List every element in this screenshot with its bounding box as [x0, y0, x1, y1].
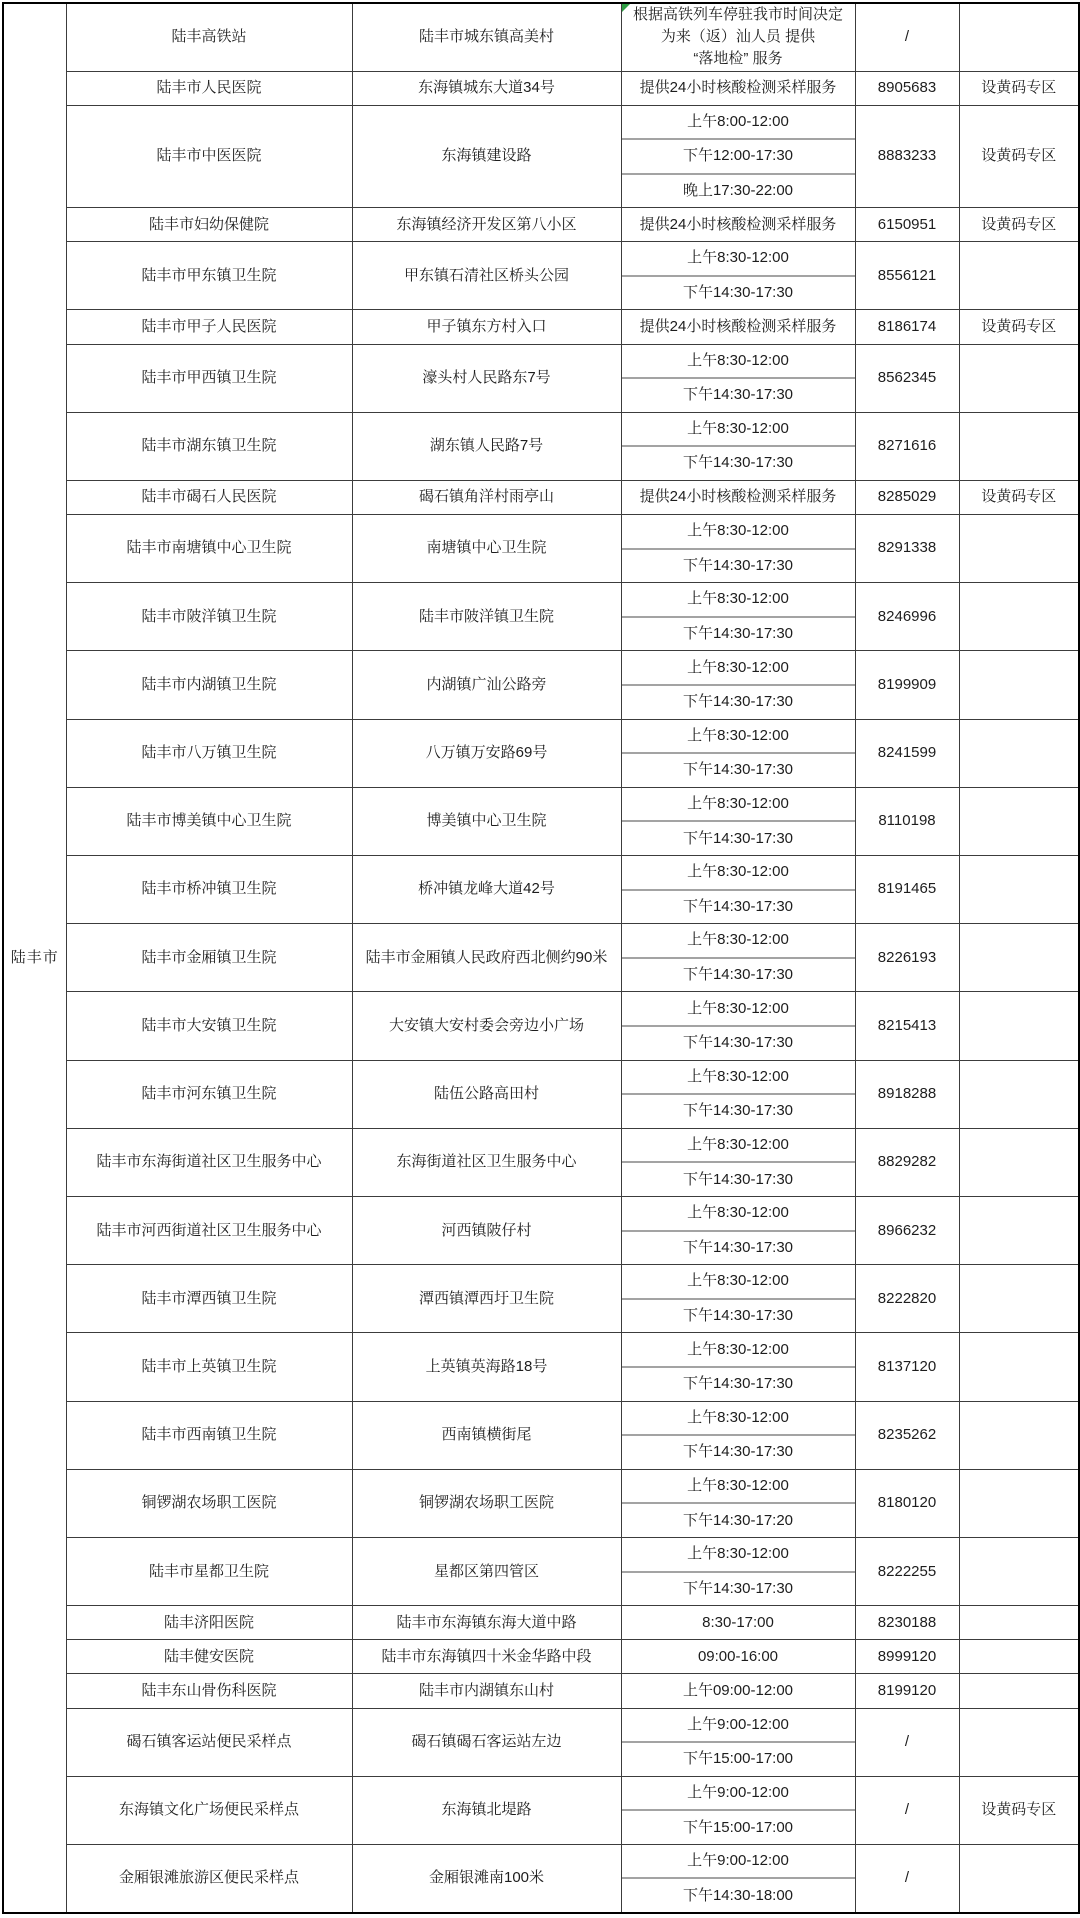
time-slot-list — [622, 1061, 855, 1128]
service-time-cell — [621, 651, 855, 719]
service-time-cell — [621, 583, 855, 651]
address-cell: 陆丰市东海镇东海大道中路 — [352, 1606, 621, 1640]
phone-cell: 8829282 — [855, 1128, 959, 1196]
site-name-cell: 陆丰市陂洋镇卫生院 — [66, 583, 352, 651]
time-slot: 下午14:30-17:30 — [622, 548, 855, 583]
phone-cell: 8562345 — [855, 344, 959, 412]
service-time-cell — [621, 1333, 855, 1401]
time-slot: 下午14:30-17:30 — [622, 1161, 855, 1196]
phone-cell: 8180120 — [855, 1469, 959, 1537]
site-row — [3, 1401, 1079, 1469]
phone-cell: 8241599 — [855, 719, 959, 787]
address-cell: 陆丰市金厢镇人民政府西北侧约90米 — [352, 924, 621, 992]
time-slot-list — [622, 1197, 855, 1264]
address-cell: 南塘镇中心卫生院 — [352, 515, 621, 583]
site-row — [3, 412, 1079, 480]
time-slot: 下午14:30-17:20 — [622, 1502, 855, 1537]
site-name-cell: 陆丰市内湖镇卫生院 — [66, 651, 352, 719]
note-cell — [959, 583, 1079, 651]
site-row — [3, 242, 1079, 310]
note-cell — [959, 242, 1079, 310]
site-name-cell: 陆丰市碣石人民医院 — [66, 480, 352, 514]
phone-cell: 8191465 — [855, 856, 959, 924]
site-row — [3, 1640, 1079, 1674]
note-cell — [959, 3, 1079, 71]
address-cell: 碣石镇角洋村雨亭山 — [352, 480, 621, 514]
address-cell: 潭西镇潭西圩卫生院 — [352, 1265, 621, 1333]
site-row — [3, 1606, 1079, 1640]
time-slot: 上午8:30-12:00 — [687, 1272, 789, 1290]
time-slot: 上午8:30-12:00 — [687, 1136, 789, 1153]
time-slot-list — [622, 310, 855, 343]
time-slot-list — [622, 515, 855, 582]
site-row — [3, 787, 1079, 855]
time-slot: 下午15:00-17:00 — [622, 1809, 855, 1844]
site-row — [3, 583, 1079, 651]
note-cell: 设黄码专区 — [959, 71, 1079, 105]
time-slot: 上午8:30-12:00 — [687, 1408, 789, 1426]
service-time-cell — [621, 3, 855, 71]
time-slot: 下午15:00-17:00 — [622, 1741, 855, 1776]
site-name-cell: 碣石镇客运站便民采样点 — [66, 1708, 352, 1776]
time-slot-list — [622, 1606, 855, 1639]
note-cell — [959, 992, 1079, 1060]
address-cell: 大安镇大安村委会旁边小广场 — [352, 992, 621, 1060]
phone-cell: 8285029 — [855, 480, 959, 514]
site-name-cell: 陆丰市甲西镇卫生院 — [66, 344, 352, 412]
site-name-cell: 陆丰市潭西镇卫生院 — [66, 1265, 352, 1333]
note-cell — [959, 1197, 1079, 1265]
time-slot: 上午8:30-12:00 — [687, 1545, 789, 1563]
time-slot: 下午14:30-17:30 — [622, 1093, 855, 1128]
time-text-line: 提供24小时核酸检测采样服务 — [639, 488, 837, 506]
address-cell: 西南镇横街尾 — [352, 1401, 621, 1469]
time-slot: 上午8:30-12:00 — [687, 1204, 789, 1222]
service-time-cell — [621, 1197, 855, 1265]
phone-cell: 8230188 — [855, 1606, 959, 1640]
site-row — [3, 1060, 1079, 1128]
note-cell — [959, 1265, 1079, 1333]
site-row — [3, 105, 1079, 207]
address-cell: 东海街道社区卫生服务中心 — [352, 1128, 621, 1196]
note-cell — [959, 1060, 1079, 1128]
time-slot: 下午14:30-17:30 — [622, 377, 855, 412]
address-cell: 陆丰市陂洋镇卫生院 — [352, 583, 621, 651]
address-cell: 东海镇经济开发区第八小区 — [352, 208, 621, 242]
address-cell: 桥冲镇龙峰大道42号 — [352, 856, 621, 924]
time-text-line: 8:30-17:00 — [702, 1613, 774, 1631]
address-cell: 陆丰市东海镇四十米金华路中段 — [352, 1640, 621, 1674]
site-name-cell: 陆丰市东海街道社区卫生服务中心 — [66, 1128, 352, 1196]
site-row — [3, 310, 1079, 344]
site-name-cell: 陆丰市甲子人民医院 — [66, 310, 352, 344]
time-slot: 上午9:00-12:00 — [687, 1715, 789, 1733]
service-time-cell — [621, 1060, 855, 1128]
time-slot: 上午8:30-12:00 — [687, 249, 789, 267]
time-slot-list — [622, 208, 855, 241]
address-cell: 陆丰市城东镇高美村 — [352, 3, 621, 71]
time-text-line: 提供24小时核酸检测采样服务 — [639, 317, 837, 335]
note-cell: 设黄码专区 — [959, 105, 1079, 207]
site-row — [3, 651, 1079, 719]
site-row — [3, 1776, 1079, 1844]
address-cell: 甲东镇石清社区桥头公园 — [352, 242, 621, 310]
time-text-line: 09:00-16:00 — [697, 1647, 779, 1665]
time-slot-list — [622, 106, 855, 207]
time-slot-list — [622, 1640, 855, 1673]
time-slot: 下午14:30-17:30 — [622, 820, 855, 855]
address-cell: 碣石镇碣石客运站左边 — [352, 1708, 621, 1776]
time-slot: 上午8:30-12:00 — [687, 863, 789, 881]
time-slot: 上午8:30-12:00 — [687, 351, 789, 369]
site-row — [3, 1265, 1079, 1333]
note-cell — [959, 1708, 1079, 1776]
site-row — [3, 1128, 1079, 1196]
time-slot — [622, 1640, 855, 1673]
address-cell: 博美镇中心卫生院 — [352, 787, 621, 855]
note-cell — [959, 1844, 1079, 1913]
time-slot-list — [622, 720, 855, 787]
time-slot — [622, 4, 855, 71]
site-name-cell: 陆丰市金厢镇卫生院 — [66, 924, 352, 992]
time-slot: 上午8:30-12:00 — [687, 999, 789, 1017]
time-slot-list — [622, 4, 855, 71]
site-row — [3, 1708, 1079, 1776]
note-cell: 设黄码专区 — [959, 480, 1079, 514]
site-row — [3, 1674, 1079, 1708]
time-slot — [622, 208, 855, 241]
note-cell — [959, 1640, 1079, 1674]
time-text — [622, 1646, 855, 1668]
time-slot: 下午14:30-18:00 — [622, 1877, 855, 1912]
service-time-cell — [621, 1265, 855, 1333]
phone-cell: 8235262 — [855, 1401, 959, 1469]
note-cell — [959, 651, 1079, 719]
time-text-line: 提供24小时核酸检测采样服务 — [639, 215, 837, 233]
address-cell: 甲子镇东方村入口 — [352, 310, 621, 344]
service-time-cell — [621, 515, 855, 583]
site-name-cell: 陆丰市妇幼保健院 — [66, 208, 352, 242]
address-cell: 陆伍公路高田村 — [352, 1060, 621, 1128]
time-slot — [622, 1674, 855, 1707]
time-slot: 下午14:30-17:30 — [622, 1434, 855, 1469]
time-text — [622, 4, 855, 70]
site-row — [3, 3, 1079, 71]
service-time-cell — [621, 1606, 855, 1640]
site-name-cell: 铜锣湖农场职工医院 — [66, 1469, 352, 1537]
time-slot: 上午8:30-12:00 — [687, 794, 789, 812]
site-row — [3, 1538, 1079, 1606]
note-cell — [959, 412, 1079, 480]
time-text — [622, 77, 855, 99]
service-time-cell — [621, 1401, 855, 1469]
service-time-cell — [621, 1469, 855, 1537]
site-name-cell: 陆丰市星都卫生院 — [66, 1538, 352, 1606]
note-cell: 设黄码专区 — [959, 1776, 1079, 1844]
service-time-cell — [621, 924, 855, 992]
phone-cell: 8905683 — [855, 71, 959, 105]
site-row — [3, 1197, 1079, 1265]
address-cell: 八万镇万安路69号 — [352, 719, 621, 787]
site-row — [3, 1844, 1079, 1913]
time-slot: 下午14:30-17:30 — [622, 1366, 855, 1401]
phone-cell: 8199120 — [855, 1674, 959, 1708]
site-name-cell: 陆丰济阳医院 — [66, 1606, 352, 1640]
phone-cell: 8966232 — [855, 1197, 959, 1265]
time-slot-list — [622, 72, 855, 105]
phone-cell: 8226193 — [855, 924, 959, 992]
site-name-cell: 陆丰市南塘镇中心卫生院 — [66, 515, 352, 583]
service-time-cell — [621, 1538, 855, 1606]
phone-cell: 8556121 — [855, 242, 959, 310]
city-label-cell: 陆丰市 — [3, 3, 66, 1913]
time-text — [622, 214, 855, 236]
site-name-cell: 金厢银滩旅游区便民采样点 — [66, 1844, 352, 1913]
site-name-cell: 陆丰市河东镇卫生院 — [66, 1060, 352, 1128]
note-cell — [959, 1128, 1079, 1196]
time-slot: 上午8:30-12:00 — [687, 1067, 789, 1085]
time-slot: 下午14:30-17:30 — [622, 1025, 855, 1060]
site-name-cell: 陆丰市中医医院 — [66, 105, 352, 207]
time-slot: 上午8:30-12:00 — [687, 726, 789, 744]
address-cell: 星都区第四管区 — [352, 1538, 621, 1606]
site-name-cell: 陆丰市西南镇卫生院 — [66, 1401, 352, 1469]
phone-cell: 8883233 — [855, 105, 959, 207]
time-slot: 上午8:30-12:00 — [687, 590, 789, 608]
site-row — [3, 924, 1079, 992]
site-row — [3, 480, 1079, 514]
service-time-cell — [621, 344, 855, 412]
note-cell — [959, 1538, 1079, 1606]
time-slot-list — [622, 481, 855, 514]
time-slot-list — [622, 1674, 855, 1707]
green-corner-flag-icon — [622, 4, 630, 12]
phone-cell: 8291338 — [855, 515, 959, 583]
phone-cell: / — [855, 1776, 959, 1844]
site-name-cell: 陆丰健安医院 — [66, 1640, 352, 1674]
time-slot — [622, 310, 855, 343]
time-slot: 上午8:30-12:00 — [687, 419, 789, 437]
site-name-cell: 东海镇文化广场便民采样点 — [66, 1776, 352, 1844]
service-time-cell — [621, 719, 855, 787]
phone-cell: 8137120 — [855, 1333, 959, 1401]
service-time-cell — [621, 787, 855, 855]
site-row — [3, 344, 1079, 412]
site-name-cell: 陆丰市甲东镇卫生院 — [66, 242, 352, 310]
phone-cell: / — [855, 3, 959, 71]
time-text — [622, 316, 855, 338]
time-slot: 下午14:30-17:30 — [622, 1230, 855, 1265]
time-slot-list — [622, 583, 855, 650]
address-cell: 东海镇建设路 — [352, 105, 621, 207]
address-cell: 河西镇陂仔村 — [352, 1197, 621, 1265]
service-time-cell — [621, 1674, 855, 1708]
note-cell — [959, 1401, 1079, 1469]
service-time-cell — [621, 1708, 855, 1776]
site-name-cell: 陆丰市湖东镇卫生院 — [66, 412, 352, 480]
time-slot-list — [622, 856, 855, 923]
phone-cell: / — [855, 1708, 959, 1776]
note-cell: 设黄码专区 — [959, 310, 1079, 344]
time-slot: 下午14:30-17:30 — [622, 275, 855, 310]
time-slot-list — [622, 1845, 855, 1912]
time-slot-list — [622, 1470, 855, 1537]
phone-cell: 8222255 — [855, 1538, 959, 1606]
time-text-line: 提供24小时核酸检测采样服务 — [639, 79, 837, 97]
time-slot: 下午14:30-17:30 — [622, 1571, 855, 1606]
time-slot: 下午14:30-17:30 — [622, 752, 855, 787]
site-row — [3, 856, 1079, 924]
note-cell — [959, 787, 1079, 855]
time-slot: 下午14:30-17:30 — [622, 616, 855, 651]
phone-cell: 8199909 — [855, 651, 959, 719]
site-name-cell: 陆丰市上英镇卫生院 — [66, 1333, 352, 1401]
service-time-cell — [621, 208, 855, 242]
phone-cell: 8999120 — [855, 1640, 959, 1674]
time-slot: 上午9:00-12:00 — [687, 1852, 789, 1870]
service-time-cell — [621, 1776, 855, 1844]
address-cell: 湖东镇人民路7号 — [352, 412, 621, 480]
time-text-line: 根据高铁列车停驻我市时间决定 — [632, 6, 843, 24]
time-text — [622, 486, 855, 508]
time-slot-list — [622, 992, 855, 1059]
note-cell — [959, 1674, 1079, 1708]
service-time-cell — [621, 992, 855, 1060]
time-text-line: 上午09:00-12:00 — [682, 1681, 794, 1699]
site-name-cell: 陆丰市八万镇卫生院 — [66, 719, 352, 787]
sampling-sites-table — [2, 2, 1080, 1914]
site-row — [3, 71, 1079, 105]
site-row — [3, 208, 1079, 242]
note-cell: 设黄码专区 — [959, 208, 1079, 242]
time-text — [622, 1612, 855, 1634]
time-slot-list — [622, 1402, 855, 1469]
time-slot-list — [622, 924, 855, 991]
address-cell: 金厢银滩南100米 — [352, 1844, 621, 1913]
note-cell — [959, 1606, 1079, 1640]
site-row — [3, 992, 1079, 1060]
time-slot: 上午8:30-12:00 — [687, 1477, 789, 1495]
address-cell: 东海镇城东大道34号 — [352, 71, 621, 105]
phone-cell: 8918288 — [855, 1060, 959, 1128]
note-cell — [959, 856, 1079, 924]
time-slot: 下午14:30-17:30 — [622, 1298, 855, 1333]
site-name-cell: 陆丰市大安镇卫生院 — [66, 992, 352, 1060]
time-slot: 上午8:30-12:00 — [687, 931, 789, 949]
address-cell: 内湖镇广汕公路旁 — [352, 651, 621, 719]
note-cell — [959, 719, 1079, 787]
service-time-cell — [621, 1844, 855, 1913]
site-row — [3, 719, 1079, 787]
time-slot: 上午8:30-12:00 — [687, 522, 789, 540]
time-slot-list — [622, 651, 855, 718]
address-cell: 铜锣湖农场职工医院 — [352, 1469, 621, 1537]
service-time-cell — [621, 242, 855, 310]
service-time-cell — [621, 480, 855, 514]
service-time-cell — [621, 1128, 855, 1196]
time-slot-list — [622, 242, 855, 309]
time-slot: 上午8:30-12:00 — [687, 1340, 789, 1358]
site-row — [3, 1469, 1079, 1537]
time-slot: 下午14:30-17:30 — [622, 889, 855, 924]
site-name-cell: 陆丰东山骨伤科医院 — [66, 1674, 352, 1708]
time-slot: 上午8:00-12:00 — [687, 112, 789, 130]
phone-cell: / — [855, 1844, 959, 1913]
time-slot: 晚上17:30-22:00 — [622, 173, 855, 207]
time-slot — [622, 1606, 855, 1639]
site-name-cell: 陆丰市博美镇中心卫生院 — [66, 787, 352, 855]
site-name-cell: 陆丰市桥冲镇卫生院 — [66, 856, 352, 924]
service-time-cell — [621, 71, 855, 105]
service-time-cell — [621, 412, 855, 480]
time-slot-list — [622, 1538, 855, 1605]
time-slot: 下午12:00-17:30 — [622, 138, 855, 172]
time-slot-list — [622, 788, 855, 855]
phone-cell: 8110198 — [855, 787, 959, 855]
address-cell: 濠头村人民路东7号 — [352, 344, 621, 412]
service-time-cell — [621, 856, 855, 924]
time-slot: 上午9:00-12:00 — [687, 1783, 789, 1801]
site-name-cell: 陆丰高铁站 — [66, 3, 352, 71]
phone-cell: 8271616 — [855, 412, 959, 480]
time-slot: 上午8:30-12:00 — [687, 658, 789, 676]
note-cell — [959, 1469, 1079, 1537]
phone-cell: 8186174 — [855, 310, 959, 344]
time-slot: 下午14:30-17:30 — [622, 684, 855, 719]
time-slot — [622, 481, 855, 514]
phone-cell: 8246996 — [855, 583, 959, 651]
note-cell — [959, 344, 1079, 412]
site-name-cell: 陆丰市人民医院 — [66, 71, 352, 105]
time-text-line: 为来（返）汕人员 提供 — [660, 28, 816, 46]
time-text — [622, 1680, 855, 1702]
note-cell — [959, 1333, 1079, 1401]
time-slot-list — [622, 1265, 855, 1332]
time-slot: 下午14:30-17:30 — [622, 957, 855, 992]
time-text-line: “落地检” 服务 — [693, 50, 783, 68]
address-cell: 东海镇北堤路 — [352, 1776, 621, 1844]
time-slot-list — [622, 1129, 855, 1196]
note-cell — [959, 924, 1079, 992]
phone-cell: 6150951 — [855, 208, 959, 242]
site-name-cell: 陆丰市河西街道社区卫生服务中心 — [66, 1197, 352, 1265]
phone-cell: 8222820 — [855, 1265, 959, 1333]
address-cell: 陆丰市内湖镇东山村 — [352, 1674, 621, 1708]
time-slot-list — [622, 1333, 855, 1400]
service-time-cell — [621, 105, 855, 207]
address-cell: 上英镇英海路18号 — [352, 1333, 621, 1401]
service-time-cell — [621, 310, 855, 344]
time-slot-list — [622, 413, 855, 480]
time-slot: 下午14:30-17:30 — [622, 445, 855, 480]
time-slot-list — [622, 1777, 855, 1844]
site-row — [3, 515, 1079, 583]
note-cell — [959, 515, 1079, 583]
phone-cell: 8215413 — [855, 992, 959, 1060]
time-slot-list — [622, 345, 855, 412]
time-slot-list — [622, 1709, 855, 1776]
time-slot — [622, 72, 855, 105]
service-time-cell — [621, 1640, 855, 1674]
site-row — [3, 1333, 1079, 1401]
